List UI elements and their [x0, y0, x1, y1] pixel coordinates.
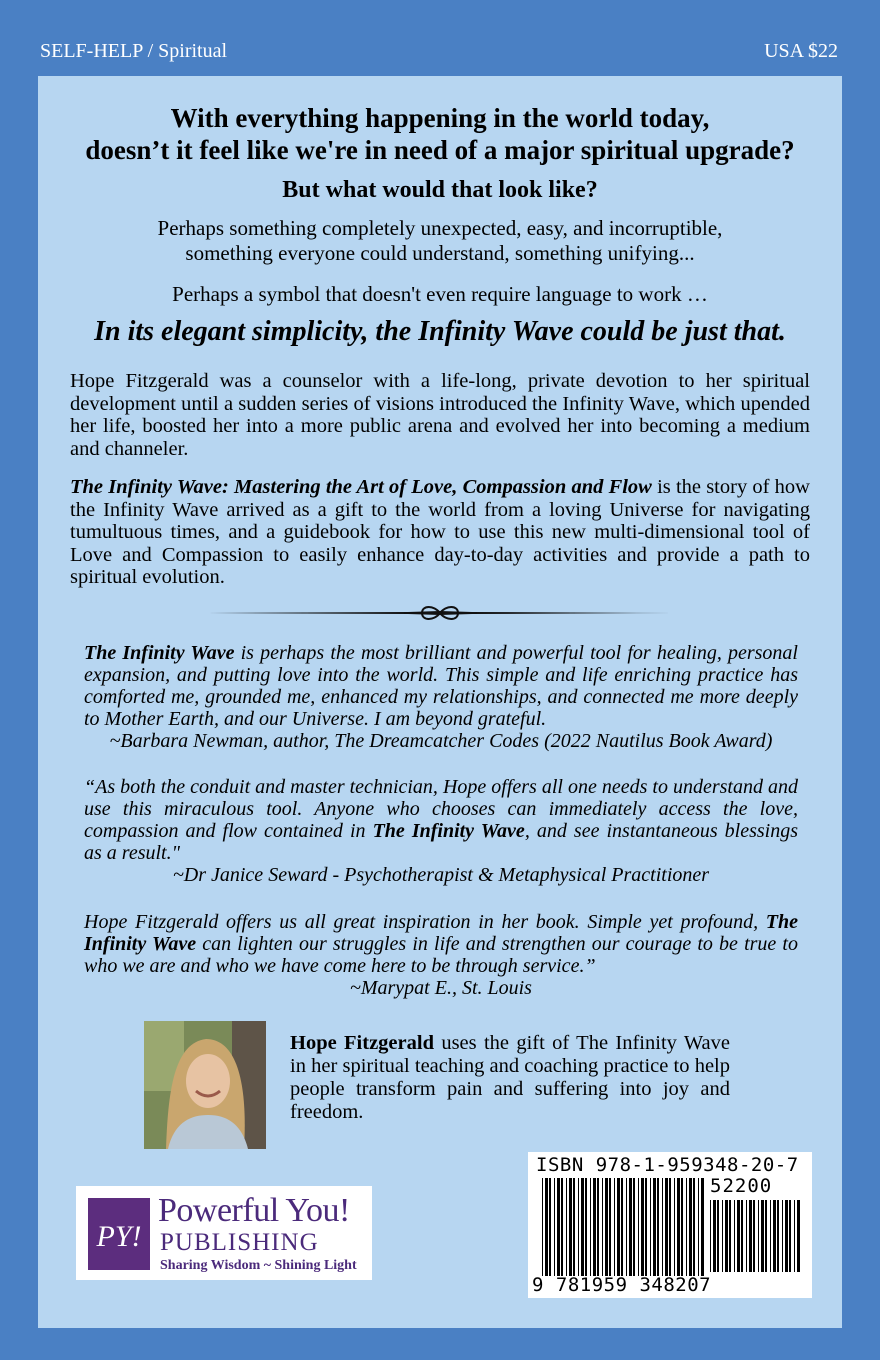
category-label: SELF-HELP / Spiritual	[40, 40, 228, 62]
testimonial-3-book: The Infinity Wave	[84, 911, 798, 955]
barcode-bar	[710, 1200, 711, 1272]
testimonial-2-attribution: ~Dr Janice Seward - Psychotherapist & Metaphysical Practitioner	[172, 864, 710, 886]
barcode-bar	[761, 1200, 764, 1272]
publisher-mark-icon	[88, 1198, 150, 1270]
barcode-bar	[566, 1178, 567, 1276]
publisher-slogan: Sharing Wisdom ~ Shining Light	[160, 1258, 357, 1273]
addon-barcode-icon	[710, 1200, 802, 1272]
testimonial-2	[84, 776, 798, 886]
back-cover-panel	[38, 76, 842, 1328]
intro-line-1: Perhaps something completely unexpected, easy, and incorruptible,	[157, 216, 723, 240]
barcode-bar	[653, 1178, 656, 1276]
barcode-bar	[629, 1178, 632, 1276]
barcode-bar	[765, 1200, 767, 1272]
barcode-bar	[741, 1200, 743, 1272]
publisher-name: Powerful You!	[158, 1192, 350, 1229]
barcode-bar	[794, 1200, 795, 1272]
barcode-bar	[749, 1200, 752, 1272]
barcode-bar	[777, 1200, 779, 1272]
barcode-bar	[773, 1200, 776, 1272]
barcode-bar	[585, 1178, 587, 1276]
barcode-bar	[717, 1200, 719, 1272]
barcode-bar	[782, 1200, 783, 1272]
barcode-bar	[626, 1178, 627, 1276]
barcode-bar	[789, 1200, 791, 1272]
barcode-bar	[578, 1178, 579, 1276]
barcode-bar	[581, 1178, 584, 1276]
barcode-bar	[549, 1178, 551, 1276]
barcode-bar	[725, 1200, 728, 1272]
author-bio	[290, 1032, 730, 1124]
testimonial-2-book: The Infinity Wave	[372, 820, 525, 842]
barcode-bar	[605, 1178, 608, 1276]
intro-line-2: something everyone could understand, something unifying...	[185, 241, 695, 265]
barcode-bar	[557, 1178, 560, 1276]
intro-line-3: Perhaps a symbol that doesn't even require language to work …	[172, 282, 708, 306]
barcode-bar	[797, 1200, 800, 1272]
barcode-bar	[713, 1200, 716, 1272]
testimonial-3-text-a: Hope Fitzgerald offers us all great inspiration in her book. Simple yet profound,	[84, 911, 766, 933]
testimonial-1	[84, 642, 798, 752]
book-title: The Infinity Wave: Mastering the Art of Love, Compassion and Flow	[70, 476, 652, 498]
author-name: Hope Fitzgerald	[290, 1032, 434, 1054]
barcode-bar	[569, 1178, 572, 1276]
ean-barcode-icon	[542, 1178, 704, 1276]
description-paragraph-1: Hope Fitzgerald was a counselor with a life-long, private devotion to her spiritual development until a sudden series of visions introduced the Infinity Wave, which upended her life, boosted her into a more public arena and evolved her into becoming a medium and channeler.	[70, 370, 810, 460]
description-paragraph-2	[70, 476, 810, 589]
barcode-bar	[542, 1178, 543, 1276]
publisher-subname: PUBLISHING	[160, 1229, 319, 1256]
headline-line-2: doesn’t it feel like we're in need of a major spiritual upgrade?	[85, 135, 795, 165]
barcode-bar	[638, 1178, 639, 1276]
barcode-bar	[597, 1178, 599, 1276]
divider-ornament-icon	[208, 602, 672, 624]
barcode-bar	[785, 1200, 788, 1272]
barcode-bar	[617, 1178, 620, 1276]
barcode-bar	[753, 1200, 755, 1272]
barcode-bar	[650, 1178, 651, 1276]
publisher-mark-text: PY!	[96, 1220, 142, 1253]
barcode-bar	[662, 1178, 663, 1276]
barcode-bar	[621, 1178, 623, 1276]
testimonial-2-text-b: , and see instantaneous blessings as a result."	[84, 820, 798, 864]
barcode-bar	[573, 1178, 575, 1276]
barcode-bar	[693, 1178, 695, 1276]
publisher-logo	[76, 1186, 372, 1280]
barcode-bar	[669, 1178, 671, 1276]
testimonial-1-text: is perhaps the most brilliant and powerful tool for healing, personal expansion, and putting love into the world. This simple and life enriching practice has comforted me, grounded me, enhanced my relationships, and connected me more deeply to Mother Earth, and our Universe. I am beyond grateful.	[84, 642, 798, 730]
barcode-bar	[701, 1178, 704, 1276]
testimonial-1-book: The Infinity Wave	[84, 642, 235, 664]
testimonial-3-attribution: ~Marypat E., St. Louis	[350, 977, 532, 999]
barcode-bar	[722, 1200, 723, 1272]
barcode-bar	[689, 1178, 692, 1276]
barcode-bar	[734, 1200, 735, 1272]
testimonial-3	[84, 911, 798, 999]
barcode-bar	[645, 1178, 647, 1276]
author-photo	[144, 1021, 266, 1149]
question-heading: But what would that look like?	[282, 177, 598, 203]
isbn-number: ISBN 978-1-959348-20-7	[536, 1154, 799, 1176]
barcode-bar	[686, 1178, 687, 1276]
barcode-bar	[545, 1178, 548, 1276]
barcode-bar	[614, 1178, 615, 1276]
barcode-bar	[681, 1178, 683, 1276]
tagline: In its elegant simplicity, the Infinity Wave could be just that.	[94, 316, 786, 347]
barcode-bar	[665, 1178, 668, 1276]
barcode-bar	[602, 1178, 603, 1276]
price-label: USA $22	[764, 40, 838, 62]
barcode-bar	[593, 1178, 596, 1276]
barcode-bar	[758, 1200, 759, 1272]
barcode-bar	[590, 1178, 591, 1276]
testimonial-3-text-b: can lighten our struggles in life and strengthen our courage to be true to who we are and who we have come here to be through service.”	[84, 933, 798, 977]
barcode-digits: 9 781959 348207	[532, 1274, 712, 1296]
barcode-bar	[674, 1178, 675, 1276]
barcode-bar	[698, 1178, 699, 1276]
author-bio-text: uses the gift of The Infinity Wave in her spiritual teaching and coaching practice to help people transform pain and suffering into joy and freedom.	[290, 1032, 731, 1123]
barcode-bar	[609, 1178, 611, 1276]
barcode-bar	[737, 1200, 740, 1272]
barcode-bar	[641, 1178, 644, 1276]
description-paragraph-2-text: is the story of how the Infinity Wave arrived as a gift to the world from a loving Universe for navigating tumultuous times, and a guidebook for how to use this new multi-dimensional tool of Love and Compassion to easily enhance day-to-day activities and provide a path to spiritual evolution.	[70, 476, 810, 588]
barcode-bar	[633, 1178, 635, 1276]
barcode-bar	[770, 1200, 771, 1272]
barcode-bar	[729, 1200, 731, 1272]
price-code: 52200	[710, 1175, 773, 1197]
barcode-bar	[677, 1178, 680, 1276]
barcode-bar	[561, 1178, 563, 1276]
isbn-barcode	[528, 1152, 812, 1298]
testimonial-1-attribution: ~Barbara Newman, author, The Dreamcatcher Codes (2022 Nautilus Book Award)	[109, 730, 773, 752]
barcode-bar	[657, 1178, 659, 1276]
headline-line-1: With everything happening in the world today,	[170, 103, 710, 133]
testimonial-2-text-a: “As both the conduit and master technician, Hope offers all one needs to understand and use this miraculous tool. Anyone who chooses can immediately access the love, compassion and flow contained in	[84, 776, 798, 842]
barcode-bar	[554, 1178, 555, 1276]
barcode-bar	[746, 1200, 747, 1272]
